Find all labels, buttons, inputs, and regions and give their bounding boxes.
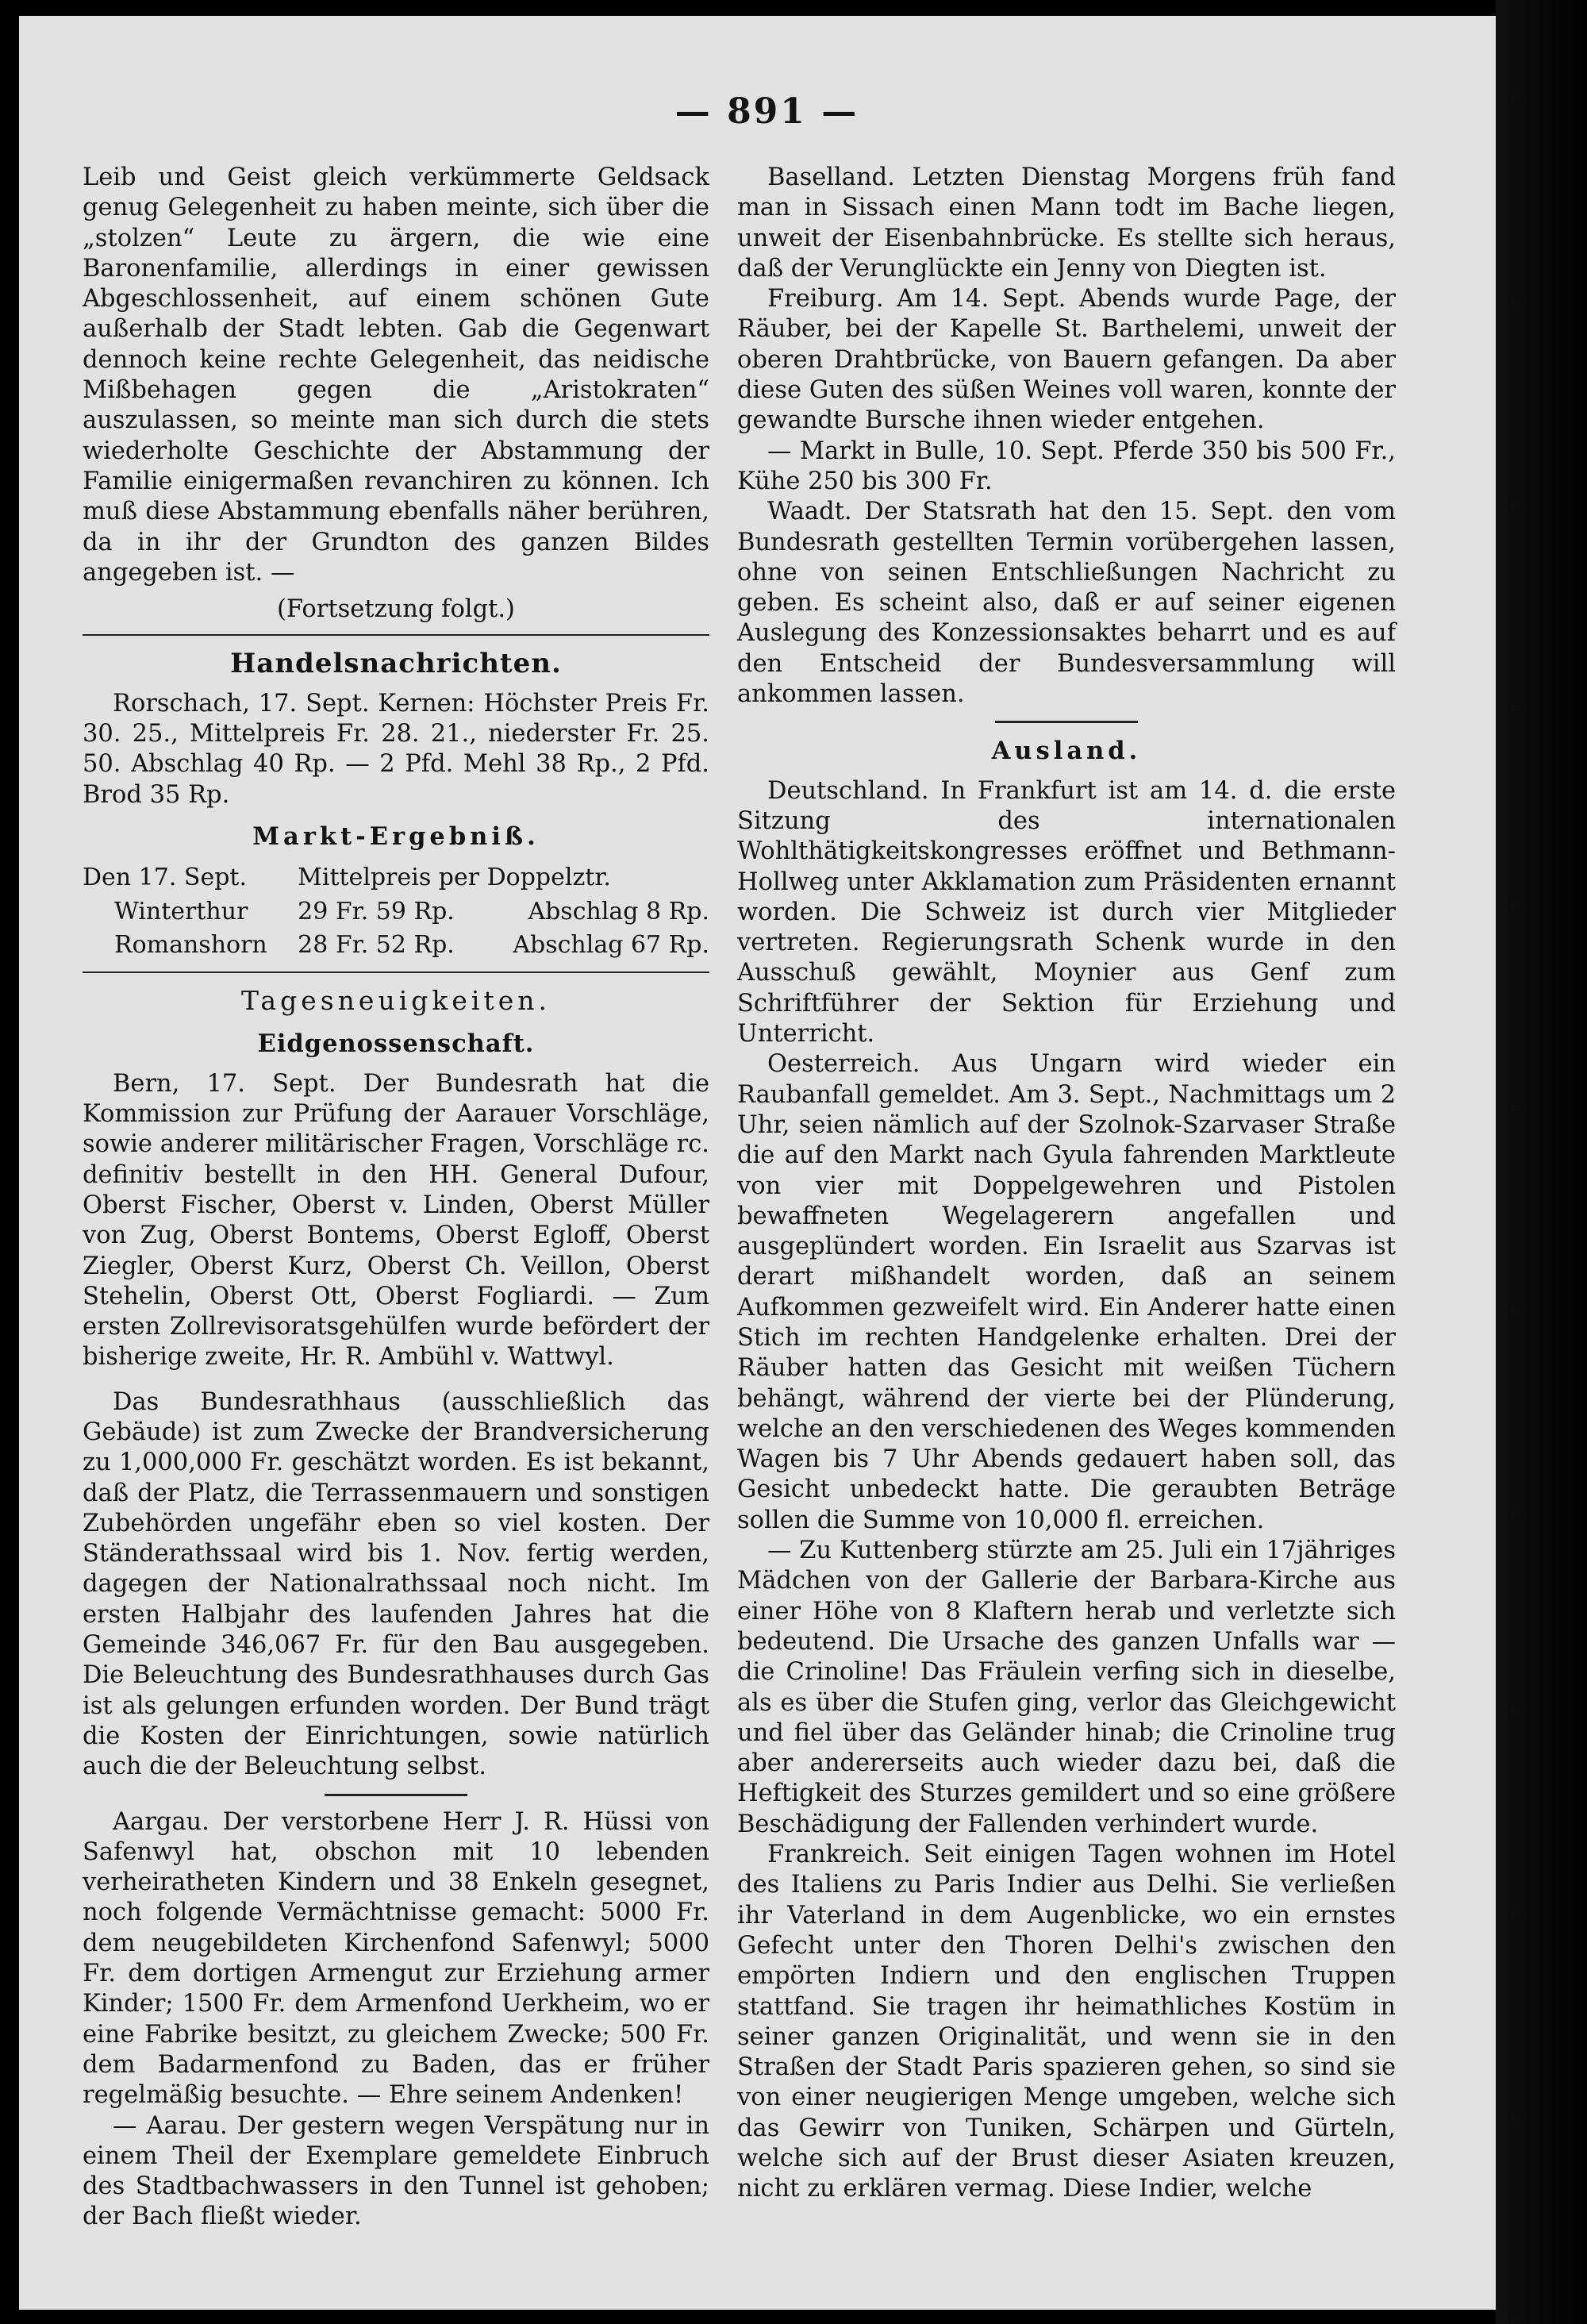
foreign-heading: Ausland.	[991, 737, 1142, 766]
kuttenberg-article: — Zu Kuttenberg stürzte am 25. Juli ein 17jähriges Mädchen von der Gallerie der Barbara-Kirche aus einer Höhe von 8 Klaftern herab und verletzte sich bedeutend. Die Ursache des ganzen Unfalls war — die Crinoline! Das Fräulein verfing sich in dieselbe, als es über die Stufen ging, verlor das Gleichgewicht und fiel über das Geländer hinab; die Crinoline trug aber andererseits auch wieder dazu bei, daß die Heftigkeit des Sturzes gemildert und so eine größere Beschädigung der Fallenden verhindert wurde.	[737, 1537, 1396, 1838]
bundesrathhaus-article: Das Bundesrathhaus (ausschließlich das Gebäude) ist zum Zwecke der Brandversicherung zu 1,000,000 Fr. geschätzt worden. Es ist bekannt, daß der Platz, die Terrassenmauern und sonstigen Zubehörden ungefähr eben so viel kosten. Der Ständerathssaal wird bis 1. Nov. fertig werden, dagegen der Nationalrathssaal noch nicht. Im ersten Halbjahr des laufenden Jahres hat die Gemeinde 346,067 Fr. für den Bau ausgegeben. Die Beleuchtung des Bundesrathhauses durch Gas ist als gelungen erfunden worden. Der Bund trägt die Kosten der Einrichtungen, sowie natürlich auch die der Beleuchtung selbst.	[83, 1387, 709, 1781]
market-change: Abschlag 67 Rp.	[513, 930, 709, 959]
trade-heading: Handelsnachrichten.	[230, 648, 562, 680]
market-table	[83, 861, 709, 962]
market-change: Abschlag 8 Rp.	[528, 897, 709, 925]
market-table-header	[83, 861, 709, 895]
story-continued-text: Leib und Geist gleich verkümmerte Geldsack genug Gelegenheit zu haben meinte, sich über die „stolzen“ Leute zu ärgern, die wie eine Baronenfamilie, allerdings in einer gewissen Abgeschlossenheit, auf einem schönen Gute außerhalb der Stadt lebten. Gab die Gegenwart dennoch keine rechte Gelegenheit, das neidische Mißbehagen gegen die „Aristokraten“ auszulassen, so meinte man sich durch die stets wiederholte Geschichte der Abstammung der Familie einigermaßen revanchiren zu können. Ich muß diese Abstammung ebenfalls näher berühren, da in ihr der Grundton des ganzen Bildes angegeben ist. —	[83, 164, 709, 587]
bern-article: Bern, 17. Sept. Der Bundesrath hat die Kommission zur Prüfung der Aarauer Vorschläge, sowie anderer militärischer Fragen, Vorschläge rc. definitiv bestellt in den HH. General Dufour, Oberst Fischer, Oberst v. Linden, Oberst Müller von Zug, Oberst Bontems, Oberst Egloff, Oberst Ziegler, Oberst Kurz, Oberst Ch. Veillon, Oberst Stehelin, Oberst Ott, Oberst Fogliardi. — Zum ersten Zollrevisoratsgehülfen wurde befördert der bisherige zweite, Hr. R. Ambühl v. Wattwyl.	[83, 1069, 709, 1372]
divider	[995, 721, 1138, 723]
deutschland-article: Deutschland. In Frankfurt ist am 14. d. die erste Sitzung des internationalen Wohlthätigkeitskongresses eröffnet und Bethmann-Hollweg unter Akklamation zum Präsidenten ernannt worden. Die Schweiz ist durch vier Mitglieder vertreten. Regierungsrath Schenk wurde in den Ausschuß gewählt, Moynier aus Genf zum Schriftführer der Sektion für Erziehung und Unterricht.	[737, 776, 1396, 1048]
market-price: 28 Fr. 52 Rp.	[298, 930, 455, 959]
trade-text: Rorschach, 17. Sept. Kernen: Höchster Preis Fr. 30. 25., Mittelpreis Fr. 28. 21., niederster Fr. 25. 50. Abschlag 40 Rp. — 2 Pfd. Mehl 38 Rp., 2 Pfd. Brod 35 Rp.	[83, 689, 709, 809]
frankreich-article: Frankreich. Seit einigen Tagen wohnen im Hotel des Italiens zu Paris Indier aus Delhi. Sie verließen ihr Vaterland in dem Augenblicke, wo ein ernstes Gefecht unter den Thoren Delhi's zwischen den empörten Indiern und den englischen Truppen stattfand. Sie tragen ihr heimathliches Kostüm in seiner ganzen Originalität, und wenn sie in den Straßen der Stadt Paris spazieren gehen, so sind sie von einer neugierigen Menge umgeben, welche sich das Gewirr von Tuniken, Schärpen und Gürteln, welche sich auf der Brust dieser Asiaten kreuzen, nicht zu erklären vermag. Diese Indier, welche	[737, 1841, 1396, 2203]
left-column	[83, 163, 709, 2233]
page-number: — 891 —	[674, 91, 859, 132]
bulle-market-article: — Markt in Bulle, 10. Sept. Pferde 350 bis 500 Fr., Kühe 250 bis 300 Fr.	[737, 437, 1396, 495]
oesterreich-article: Oesterreich. Aus Ungarn wird wieder ein Raubanfall gemeldet. Am 3. Sept., Nachmittags um 2 Uhr, seien nämlich auf der Szolnok-Szarvaser Straße die auf den Markt nach Gyula fahrenden Marktleute von vier mit Doppelgewehren und Pistolen bewaffneten Wegelagerern angefallen und ausgeplündert worden. Ein Israelit aus Szarvas ist derart mißhandelt worden, daß an seinem Aufkommen gezweifelt wird. Ein Anderer hatte einen Stich im rechten Handgelenke erhalten. Drei der Räuber hatten das Gesicht mit weißen Tüchern behängt, während der vierte bei der Plünderung, welche an den verschiedenen des Weges kommenden Wagen bis 7 Uhr Abends gedauert haben soll, das Gesicht unbedeckt hatte. Die geraubten Beträge sollen die Summe von 10,000 fl. erreichen.	[737, 1050, 1396, 1534]
right-column	[737, 163, 1396, 2205]
newspaper-page	[19, 16, 1515, 2310]
freiburg-article: Freiburg. Am 14. Sept. Abends wurde Page, der Räuber, bei der Kapelle St. Barthelemi, unweit der oberen Drahtbrücke, von Bauern gefangen. Da aber diese Guten des süßen Weines voll waren, konnte der gewandte Bursche ihnen wieder entgehen.	[737, 285, 1396, 435]
baselland-article: Baselland. Letzten Dienstag Morgens früh fand man in Sissach einen Mann todt im Bache liegen, unweit der Eisenbahnbrücke. Es stellte sich heraus, daß der Verunglückte ein Jenny von Diegten ist.	[737, 164, 1396, 283]
divider	[83, 634, 709, 636]
market-place: Winterthur	[114, 897, 248, 925]
divider	[83, 972, 709, 973]
market-row	[83, 895, 709, 929]
continued-note: (Fortsetzung folgt.)	[277, 595, 515, 624]
aargau-article: Aargau. Der verstorbene Herr J. R. Hüssi von Safenwyl hat, obschon mit 10 lebenden verheiratheten Kindern und 38 Enkeln gesegnet, noch folgende Vermächtnisse gemacht: 5000 Fr. dem neugebildeten Kirchenfond Safenwyl; 5000 Fr. dem dortigen Armengut zur Erziehung armer Kinder; 1500 Fr. dem Armenfond Uerkheim, wo er eine Fabrike besitzt, zu gleichem Zwecke; 500 Fr. dem Badarmenfond zu Baden, das er früher regelmäßig besuchte. — Ehre seinem Andenken!	[83, 1807, 709, 2110]
market-row	[83, 929, 709, 962]
aarau-article: — Aarau. Der gestern wegen Verspätung nur in einem Theil der Exemplare gemeldete Einbruch des Stadtbachwassers in den Tunnel ist gehoben; der Bach fließt wieder.	[83, 2111, 709, 2231]
market-heading: Markt-Ergebniß.	[252, 821, 540, 851]
market-place: Romanshorn	[114, 930, 267, 959]
divider	[325, 1794, 467, 1796]
market-price: 29 Fr. 59 Rp.	[298, 897, 455, 925]
binding-shadow	[1496, 0, 1587, 2324]
spacer	[83, 1373, 709, 1387]
confederation-heading: Eidgenossenschaft.	[257, 1029, 535, 1059]
waadt-article: Waadt. Der Statsrath hat den 15. Sept. den vom Bundesrath gestellten Termin vorübergehen lassen, ohne von seinen Entschließungen Nachricht zu geben. Es scheint also, daß er auf seiner eigenen Auslegung des Konzessionsaktes beharrt und es auf den Entscheid der Bundesversammlung will ankommen lassen.	[737, 498, 1396, 709]
news-heading: Tagesneuigkeiten.	[240, 985, 551, 1017]
market-date: Den 17. Sept.	[83, 864, 248, 892]
market-price-label: Mittelpreis per Doppelztr.	[298, 864, 611, 892]
